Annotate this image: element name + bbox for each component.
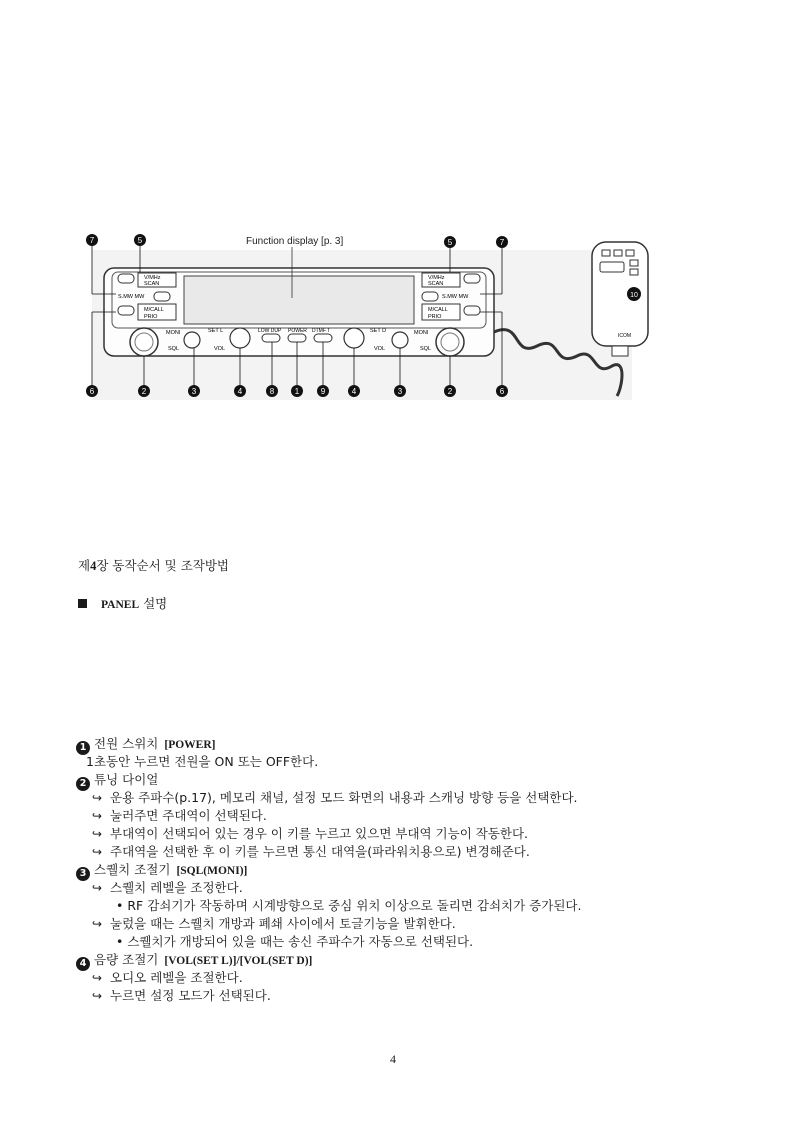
tuning-dial-right [436, 328, 464, 356]
item-line-text: RF 감쇠기가 작동하며 시계방향으로 중심 위치 이상으로 돌리면 감쇠치가 증가된다. [127, 898, 582, 913]
svg-text:4: 4 [237, 387, 243, 396]
svg-text:3: 3 [397, 387, 403, 396]
svg-text:PRIO: PRIO [428, 314, 442, 320]
item-title: 튜닝 다이얼 [94, 772, 159, 787]
item-heading [76, 735, 736, 753]
item-line [76, 969, 736, 987]
item-title: 전원 스위치 [94, 736, 159, 751]
sql-knob-left [184, 332, 200, 348]
item-line [76, 825, 736, 843]
item-line [76, 879, 736, 897]
svg-text:MONI: MONI [166, 330, 181, 336]
function-display-title: Function display [p. 3] [246, 236, 344, 247]
svg-text:6: 6 [89, 387, 95, 396]
item-number-badge: 3 [76, 867, 90, 881]
item-tag: [SQL(MONI)] [176, 865, 248, 877]
smw-mw-label-right: S.MW MW [442, 294, 469, 300]
svg-text:4: 4 [351, 387, 357, 396]
svg-text:9: 9 [320, 387, 326, 396]
svg-text:VOL: VOL [374, 346, 386, 352]
svg-text:8: 8 [269, 387, 275, 396]
svg-text:SCAN: SCAN [144, 281, 160, 287]
svg-text:POWER: POWER [288, 328, 307, 334]
panel-description-list [76, 735, 736, 1005]
svg-text:V/MHz: V/MHz [428, 275, 445, 281]
bullet-icon: • [116, 934, 128, 949]
hook-arrow-icon: ↪ [92, 989, 103, 1003]
svg-text:5: 5 [137, 236, 143, 245]
item-tag: [VOL(SET L)]/[VOL(SET D)] [164, 955, 313, 967]
svg-text:2: 2 [447, 387, 453, 396]
tuning-dial-left [130, 328, 158, 356]
item-title: 음량 조절기 [94, 952, 159, 967]
hook-arrow-icon: ↪ [92, 881, 103, 895]
item-line-text: 누르면 설정 모드가 선택된다. [110, 988, 271, 1003]
svg-text:M/CALL: M/CALL [144, 307, 164, 313]
svg-text:VOL: VOL [214, 346, 226, 352]
svg-text:LOW DUP: LOW DUP [258, 328, 282, 334]
svg-text:2: 2 [141, 387, 147, 396]
section-marker-icon [78, 599, 87, 608]
item-line-text: 오디오 레벨을 조절한다. [110, 970, 243, 985]
item-line-text: 1초동안 누르면 전원을 ON 또는 OFF한다. [86, 754, 319, 769]
svg-text:DTMF T: DTMF T [312, 328, 331, 334]
svg-text:5: 5 [447, 238, 453, 247]
radio-front-panel-figure [82, 228, 652, 408]
item-number-badge: 4 [76, 957, 90, 971]
item-heading [76, 861, 736, 879]
item-line-text: 주대역을 선택한 후 이 키를 누르면 통신 대역을(파라워치용으로) 변경해준다. [110, 844, 530, 859]
bullet-icon: • [116, 898, 128, 913]
svg-text:MONI: MONI [414, 330, 429, 336]
svg-text:6: 6 [499, 387, 505, 396]
item-line-text: 부대역이 선택되어 있는 경우 이 키를 누르고 있으면 부대역 기능이 작동한다. [110, 826, 529, 841]
item-line-text: 운용 주파수(p.17), 메모리 채널, 설정 모드 화면의 내용과 스캐닝 방향 등을 선택한다. [110, 790, 578, 805]
item-heading [76, 951, 736, 969]
svg-text:7: 7 [89, 236, 95, 245]
page-number: 4 [390, 1052, 396, 1066]
hook-arrow-icon: ↪ [92, 845, 103, 859]
svg-text:PRIO: PRIO [144, 314, 158, 320]
item-line-text: 스퀠치 레벨을 조정한다. [110, 880, 243, 895]
item-line [76, 933, 736, 951]
item-line [76, 789, 736, 807]
hook-arrow-icon: ↪ [92, 971, 103, 985]
item-line [76, 915, 736, 933]
low-dup-button [262, 334, 280, 342]
svg-text:V/MHz: V/MHz [144, 275, 161, 281]
item-tag: [POWER] [164, 739, 216, 751]
item-line-text: 눌렀을 때는 스퀠치 개방과 폐쇄 사이에서 토글기능을 발휘한다. [110, 916, 456, 931]
mic-callout: 10 [630, 292, 638, 299]
svg-text:1: 1 [294, 387, 300, 396]
sql-knob-right [392, 332, 408, 348]
svg-text:7: 7 [499, 238, 505, 247]
item-line [76, 807, 736, 825]
item-line-text: 스퀠치가 개방되어 있을 때는 송신 주파수가 자동으로 선택된다. [127, 934, 474, 949]
mic-brand: ICOM [618, 333, 632, 339]
item-heading [76, 771, 736, 789]
hook-arrow-icon: ↪ [92, 827, 103, 841]
power-button [288, 334, 306, 342]
item-title: 스퀠치 조절기 [94, 862, 171, 877]
item-line [76, 843, 736, 861]
item-line-text: 눌러주면 주대역이 선택된다. [110, 808, 267, 823]
svg-text:SQL: SQL [168, 346, 180, 352]
vol-knob-right [344, 328, 364, 348]
chapter-heading: 제4장 동작순서 및 조작방법 [78, 558, 229, 573]
svg-text:SET L: SET L [208, 328, 224, 334]
svg-text:SET D: SET D [370, 328, 387, 334]
hook-arrow-icon: ↪ [92, 791, 103, 805]
section-heading: PANEL 설명 [78, 594, 167, 612]
item-number-badge: 1 [76, 741, 90, 755]
function-display [184, 276, 414, 324]
hook-arrow-icon: ↪ [92, 809, 103, 823]
svg-text:SQL: SQL [420, 346, 432, 352]
item-line [76, 897, 736, 915]
svg-text:3: 3 [191, 387, 197, 396]
item-number-badge: 2 [76, 777, 90, 791]
svg-text:M/CALL: M/CALL [428, 307, 448, 313]
hook-arrow-icon: ↪ [92, 917, 103, 931]
item-line [76, 753, 736, 771]
smw-mw-label-left: S.MW MW [118, 294, 145, 300]
item-line [76, 987, 736, 1005]
dtmf-button [314, 334, 332, 342]
vol-knob-left [230, 328, 250, 348]
svg-text:SCAN: SCAN [428, 281, 444, 287]
